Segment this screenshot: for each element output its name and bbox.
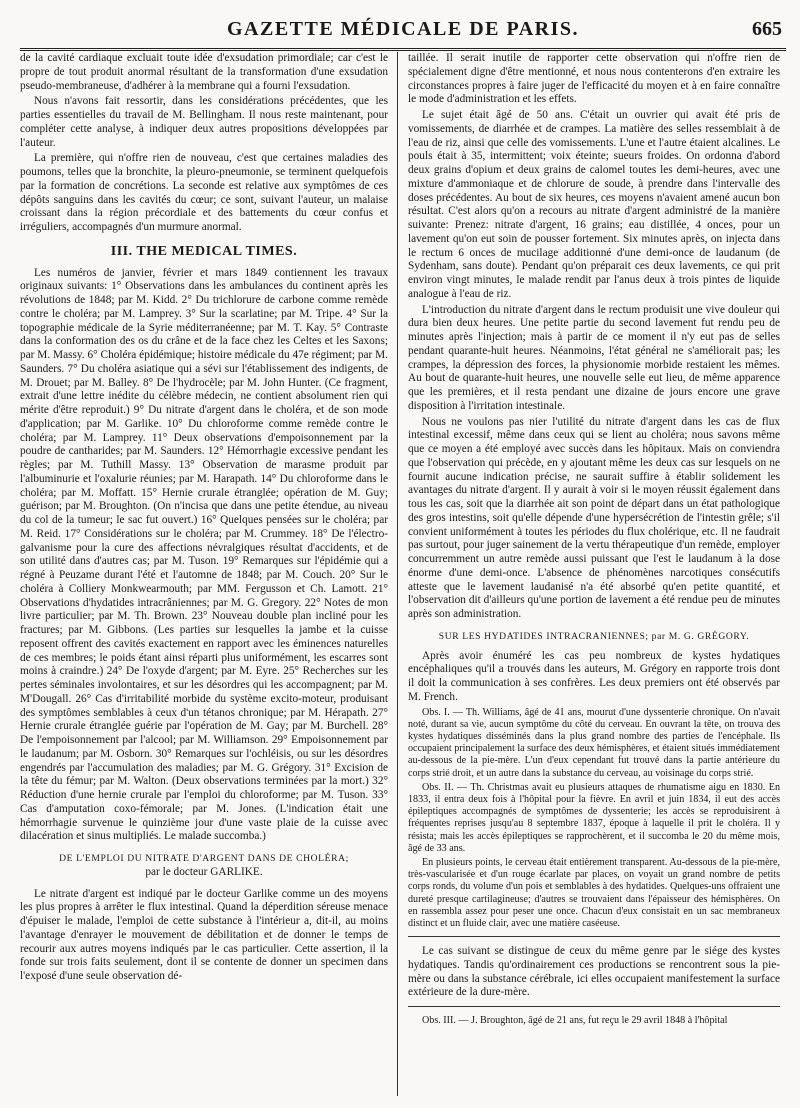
observation: Obs. III. — J. Broughton, âgé de 21 ans, fut reçu le 29 avril 1848 à l'hôpital <box>422 1015 728 1027</box>
paragraph: taillée. Il serait inutile de rapporter cette observation qui n'offre rien de spécialement digne d'être mentionné, et nous nous contenterons d'en extraire les circonstances propres à faire juger de l'efficacité du moyen et à en faire connaître le mode d'administration et les effets. <box>408 52 780 106</box>
paragraph: L'introduction du nitrate d'argent dans le rectum produisit une vive douleur qui dura bien deux heures. Une petite partie du second lavement fut rendu peu de minutes après l'injection; mais à partir de ce moment il n'y eut pas de selles pendant quarante-huit heures. Néanmoins, l'état général ne s'améliorait pas; les crampes, la dépression des forces, la physionomie morbide restaient les mêmes. Au bout de quarante-huit heures, une nouvelle selle eut lieu, de même apparence que les premières, et il resta pendant une dizaine de jours encore une grave disposition à l'irritation intestinale. <box>408 303 780 412</box>
left-column <box>20 52 388 1100</box>
paragraph: La première, qui n'offre rien de nouveau, c'est que certaines maladies des poumons, telles que la bronchite, la pleuro-pneumonie, se terminent quelquefois par la formation de concrétions. La seconde est relative aux symptômes de ces dépôts sanguins dans les cavités du cœur; ce sont, suivant l'auteur, un malaise croissant dans la région précordiale et des battements du cœur confus et irréguliers, accompagnés d'un murmure anormal. <box>20 152 388 233</box>
observation: Obs. I. — Th. Williams, âgé de 41 ans, mourut d'une dyssenterie chronique. On n'avait noté, durant sa vie, aucun symptôme du côté du cerveau. En ouvrant la tête, on trouva des kystes hydatiques disséminés dans la plus grand nombre des parties de l'encéphale. Ils occupaient principalement la surface des deux hémisphères, et étaient situés immédiatement au-dessous de la pie-mère. L'un d'eux cependant fut trouvé dans la partie antérieure du corps strié droit, et un autre dans la substance du cerveau, au voisinage du corps strié. <box>408 706 780 779</box>
paragraph: Les numéros de janvier, février et mars 1849 contiennent les travaux originaux suivants: 1° Observations dans les ambulances du continent après les révolutions de 1848; par M. Kidd. 2° Du trichlorure de carbone comme remède contre le choléra; par M. Lamprey. 3° Sur la scarlatine; par M. Tripe. 4° Sur la topographie médicale de la Syrie méditerranéenne; par M. T. Kay. 5° Contraste dans la conformation des os du crâne et de la face chez les Celtes et les Saxons; par M. Massy. 6° Choléra épidémique; histoire médicale du 47e régiment; par M. Saunders. 7° Du choléra asiatique qui a sévi sur l'établissement des indigents, de M. Drouet; par M. Balley. 8° De l'hydrocèle; par M. John Hunter. (Ce fragment, extrait d'une lettre inédite du célèbre médecin, ne contient absolument rien qui mérite d'être reproduit.) 9° Du nitrate d'argent dans le choléra, et de son mode d'application; par M. Garlike. 10° Du chloroforme comme remède contre le choléra; par M. Lamprey. 11° Deux observations d'empoisonnement par la poudre de cantharides; par M. Saunders. 12° Hémorrhagie excessive pendant les règles; par M. Tuthill Massy. 13° Observation de marasme produit par l'albuminurie et l'oxalurie réunies; par M. Harapath. 14° Du chloroforme dans le choléra; par M. Moffatt. 15° Hernie crurale étranglée; opération de M. Guy; guérison; par M. Broughton. (On n'incisa que dans une petite étendue, au niveau du col de la tumeur; le sac fut ouvert.) 16° Quelques pensées sur le choléra; par M. Reid. 17° Considérations sur le choléra; par M. Crummey. 18° De l'électro-galvanisme pour la cure des affections névralgiques résultat d'accidents, et de son utilité dans d'autres cas; par M. Tuson. 19° Remarques sur l'épidémie qui a régné à Peuzame durant l'été et l'automne de 1848; par M. Couch. 20° Sur le choléra à Colliery Monkwearmouth; par MM. Fergusson et Ch. Lamott. 21° Observations d'hydatides intracrâniennes; par M. G. Gregory. 22° Notes de mon livre particulier; par M. Th. Brown. 23° Nouveau double plan incliné pour les fractures; par M. Gibbons. (Les parties sur lesquelles la jambe et la cuisse reposent offrent des cavités exactement en rapport avec les éminences naturelles de ces membres; le poids étant ainsi réparti plus uniformément, les escarres sont moins à craindre.) 24° De l'oxyde d'argent; par M. Eyre. 25° Recherches sur les pertes séminales involontaires, et sur les désordres qui les accompagnent; par M. M'Dougall. 26° Cas d'irritabilité morbide du système excito-moteur, produisant des symptômes semblables à ceux d'un tétanos chronique; par M. Hérapath. 27° Hernie crurale étranglée guérie par l'opération de M. Gay; par M. Burchell. 28° De l'empoisonnement par l'alcool; par M. Williamson. 29° Empoisonnement par le laudanum; par M. Osborn. 30° Remarques sur l'ochléisis, ou sur les désordres engendrés par l'accumulation des maladies; par M. G. Grégory. 31° Excision de la tête du fémur; par M. Walton. (Deux observations terminées par la mort.) 32° Réduction d'une hernie crurale par l'emploi du chloroforme; par M. Tuson. 33° Cas d'amputation coxo-fémorale; par M. Jones. (L'indication était une hémorrhagie survenue le quinzième jour d'une vaste plaie de la cuisse avec dilacération et sinus multipliés. Le malade succomba.) <box>20 266 388 843</box>
page-title: GAZETTE MÉDICALE DE PARIS. <box>226 18 580 40</box>
masthead <box>20 14 786 51</box>
paragraph: Après avoir énuméré les cas peu nombreux de kystes hydatiques encéphaliques qu'il a trouvés dans les auteurs, M. Grégory en rapporte trois dont il doit la communication à ses confrères. Les deux premiers ont été observés par M. French. <box>408 649 780 703</box>
right-column <box>408 52 780 1100</box>
paragraph: Le nitrate d'argent est indiqué par le docteur Garlike comme un des moyens les plus propres à arrêter le flux intestinal. Quand la déperdition séreuse menace d'épuiser le malade, l'emploi de cette substance à l'intérieur a, dit-il, au moins l'avantage d'enrayer le mouvement de débilitation et de donner le temps de recourir aux autres moyens indiqués par le cas particulier. Cette assertion, il la fonde sur trois faits seulement, dont il se contente de donner un specimen dans l'exposé d'une seule observation dé- <box>20 887 388 982</box>
section-separator <box>408 1006 780 1007</box>
paragraph: Nous n'avons fait ressortir, dans les considérations précédentes, que les parties essentielles du travail de M. Bellingham. Il nous reste maintenant, pour compléter cette analyse, à indiquer deux autres propositions développées par l'auteur. <box>20 95 388 149</box>
paragraph: de la cavité cardiaque excluait toute idée d'exsudation primordiale; car c'est le propre de tout produit anormal résultant de la transformation d'une exsudation pseudo-membraneuse, d'adhérer à la membrane qui a fourni l'exsudation. <box>20 52 388 92</box>
article-heading: SUR LES HYDATIDES INTRACRANIENNES; par M. G. GRÉGORY. <box>438 630 750 642</box>
section-separator <box>408 936 780 937</box>
paragraph: Le sujet était âgé de 50 ans. C'était un ouvrier qui avait été pris de vomissements, de diarrhée et de crampes. La matière des selles ressemblait à de l'eau de riz, ainsi que celle des vomissements. L'une et l'autre étaient alcalines. Le pouls était à 35, intermittent; voix éteinte; sueurs froides. On ordonna d'abord deux grains d'opium et deux grains de calomel toutes les demi-heures, avec une mixture d'ammoniaque et de chlorure de soude, à prendre dans l'intervalle des doses précédentes. Au bout de six heures, ces moyens n'avaient amené aucun bon résultat. C'est alors qu'on a recours au nitrate d'argent administré de la manière suivante: Prenez: nitrate d'argent, 16 grains; eau distillée, 4 onces, pour un lavement qu'on eut soin de pousser fortement. Six minutes après, on injecta dans le rectum 6 onces de mucilage additionné d'une demi-once de laudanum (de Sydenham, sans doute). Pendant qu'on préparait ces deux lavements, ce qui prit environ vingt minutes, le malade rendit par l'anus deux à trois pintes de liquide analogue à l'eau de riz. <box>408 109 780 300</box>
paragraph: Le cas suivant se distingue de ceux du même genre par le siége des kystes hydatiques. Tandis qu'ordinairement ces productions se rencontrent sous la pie-mère ou dans la substance cérébrale, ici elles occupaient manifestement la surface extérieure de la dure-mère. <box>408 945 780 999</box>
page-number: 665 <box>752 18 782 40</box>
paragraph: Nous ne voulons pas nier l'utilité du nitrate d'argent dans les cas de flux intestinal excessif, même dans ceux qui se lient au choléra; nous savons même que ce moyen a été employé avec succès dans les hôpitaux. Mais on conviendra que l'observation qui précède, en y ajoutant même les deux cas sur lesquels on ne fournit aucune indication précise, ne saurait suffire à établir solidement les avantages du nitrate d'argent. Il y aurait à voir si le moyen réussit également dans tous les cas, soit que la diarrhée ait son point de départ dans un état pathologique des gros intestins, soit qu'elle dépende d'une hypersécrétion de l'intestin grêle; s'il convient uniformément à toutes les périodes du flux cholérique, etc. Il ne faudrait pas surtout, pour juger sainement de la vertu thérapeutique d'un remède, employer concurremment un autre remède aussi puissant que l'est le laudanum à la dose énorme d'une demi-once. L'absence de phénomènes narcotiques consécutifs atteste que le lavement laudanisé n'a été absorbé qu'en petite quantité, et l'observation dit d'ailleurs qu'une portion de lavement a été rendue peu de minutes après son administration. <box>408 415 780 620</box>
article-heading: DE L'EMPLOI DU NITRATE D'ARGENT DANS DE CHOLÉRA; <box>59 853 349 864</box>
article-byline: par le docteur GARLIKE. <box>145 865 263 878</box>
column-divider <box>397 52 398 1096</box>
observation: Obs. II. — Th. Christmas avait eu plusieurs attaques de rhumatisme aigu en 1830. En 1833, il entra deux fois à l'hôpital pour la fièvre. En avril et juin 1834, il eut des accès épileptiques accompagnés de symptômes de dyssenterie; les accès se reproduisirent à fréquentes reprises jusqu'au 8 septembre 1837, époque à laquelle il prit le choléra. Il y résista; mais les accès épileptiques se rapprochèrent, et il succomba le 20 du même mois, âgé de 33 ans. <box>408 781 780 854</box>
observation: En plusieurs points, le cerveau était entièrement transparent. Au-dessous de la pie-mère, très-vascularisée et d'un rouge écarlate par places, on voyait un grand nombre de petits corps ronds, du volume d'un pois et semblables à des hydatides. Quelques-uns offraient une dureté presque cartilagineuse; d'autres se trouvaient dans l'épaisseur des hémisphères. On en rassembla assez pour peser une once. Chacun d'eux consistait en un sac membraneux distinct et un fluide clair, avec une matière caséeuse. <box>408 856 780 929</box>
section-heading: III. THE MEDICAL TIMES. <box>110 243 298 259</box>
